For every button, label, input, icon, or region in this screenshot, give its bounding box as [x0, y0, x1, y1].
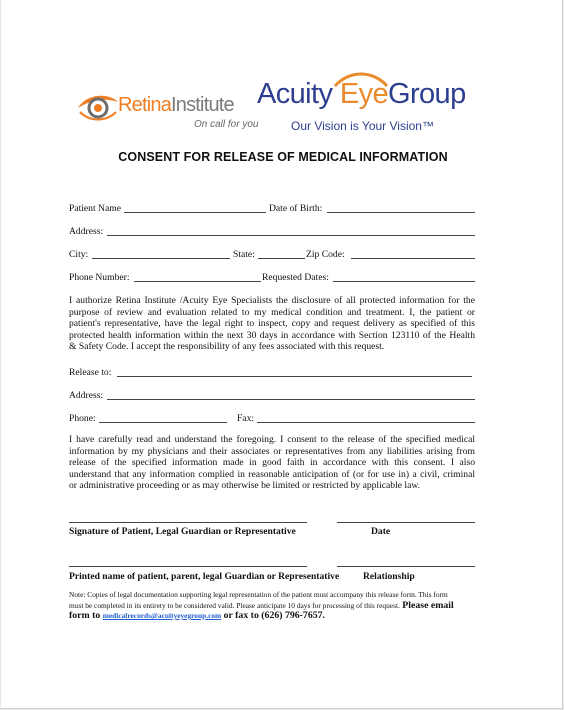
authorization-line: I authorize Retina Institute /Acuity Eye Specialists the disclosure of all protected information for the: [69, 295, 475, 306]
zip-field[interactable]: [351, 258, 475, 259]
retina-eye-icon: [76, 86, 120, 126]
note-line-3: [69, 611, 475, 622]
state-field[interactable]: [258, 258, 305, 259]
authorization-line: purpose of review and evaluation related to my medical condition and treatment. I, the patient or: [69, 306, 475, 318]
printed-name-field[interactable]: [69, 566, 307, 567]
authorization-line: patient's representative, have the legal right to inspect, copy and request delivery as specified of this: [69, 318, 475, 330]
release-address-field[interactable]: [107, 399, 475, 400]
relationship-field[interactable]: [337, 566, 475, 567]
retina-institute-logo: [76, 86, 259, 134]
patient-name-field[interactable]: [124, 212, 266, 213]
release-phone-label: Phone:: [69, 413, 96, 424]
date-field[interactable]: [337, 522, 475, 523]
note-form-to: form to: [69, 610, 103, 621]
signature-field[interactable]: [69, 522, 307, 523]
authorization-line: protected health information within the next 30 days in accordance with Section 123110 of the Health: [69, 329, 475, 341]
note-email-prompt: Please email: [399, 599, 454, 611]
retina-tagline: On call for you: [194, 119, 259, 130]
authorization-line: & Safety Code. I accept the responsibility of any fees associated with this request.: [69, 341, 385, 353]
document-page: [1, 0, 563, 709]
dob-label: Date of Birth:: [269, 203, 323, 214]
phone-number-label: Phone Number:: [69, 272, 130, 283]
authorization-paragraph: [69, 295, 475, 353]
consent-paragraph: [69, 434, 475, 492]
note-line-2-text: must be completed in its entirety to be considered valid. Please anticipate 10 days for processing of this request.: [69, 600, 400, 610]
requested-dates-field[interactable]: [333, 281, 475, 282]
consent-line: release of the specified information made in good faith in accordance with this consent. I also: [69, 457, 475, 469]
medical-records-email-link[interactable]: medicalrecords@acuityeyegroup.com: [102, 611, 222, 620]
relationship-label: Relationship: [363, 571, 415, 582]
consent-line: I have carefully read and understand the foregoing. I consent to the release of the specified medical: [69, 434, 475, 445]
release-address-label: Address:: [69, 390, 104, 401]
release-to-label: Release to:: [69, 367, 112, 378]
signature-label: Signature of Patient, Legal Guardian or Representative: [69, 526, 296, 537]
release-fax-label: Fax:: [237, 413, 255, 424]
city-field[interactable]: [92, 258, 230, 259]
requested-dates-label: Requested Dates:: [262, 272, 329, 283]
address-label: Address:: [69, 226, 104, 237]
acuity-eye-group-wordmark: Acuity EyeGroup: [257, 78, 466, 110]
release-fax-field[interactable]: [257, 422, 475, 423]
consent-line: understand that any information complied in reasonable anticipation of (or for use in) a civil, criminal: [69, 468, 475, 480]
dob-field[interactable]: [327, 212, 475, 213]
release-phone-field[interactable]: [99, 422, 227, 423]
date-label: Date: [371, 526, 391, 537]
retina-wordmark: RetinaInstitute: [118, 94, 234, 116]
document-title: CONSENT FOR RELEASE OF MEDICAL INFORMATION: [118, 150, 448, 164]
phone-number-field[interactable]: [134, 281, 261, 282]
state-label: State:: [233, 249, 255, 260]
consent-line: or administrative proceeding or as may otherwise be limited or restricted by applicable law.: [69, 480, 421, 492]
printed-name-label: Printed name of patient, parent, legal Guardian or Representative: [69, 571, 340, 582]
note-line-1: Note: Copies of legal documentation supporting legal representation of the patient must accompany this release form. This form: [69, 590, 448, 599]
address-field[interactable]: [107, 235, 475, 236]
release-to-field[interactable]: [117, 376, 472, 377]
note-fax-text: or fax to (626) 796-7657.: [221, 610, 325, 621]
zip-label: Zip Code:: [306, 249, 345, 260]
patient-name-label: Patient Name: [69, 203, 121, 214]
acuity-tagline: Our Vision is Your Vision™: [291, 119, 434, 133]
footnote: [69, 590, 475, 622]
consent-line: information by my physicians and their associates or representatives from any liabilities arising from: [69, 445, 475, 457]
city-label: City:: [69, 249, 89, 260]
